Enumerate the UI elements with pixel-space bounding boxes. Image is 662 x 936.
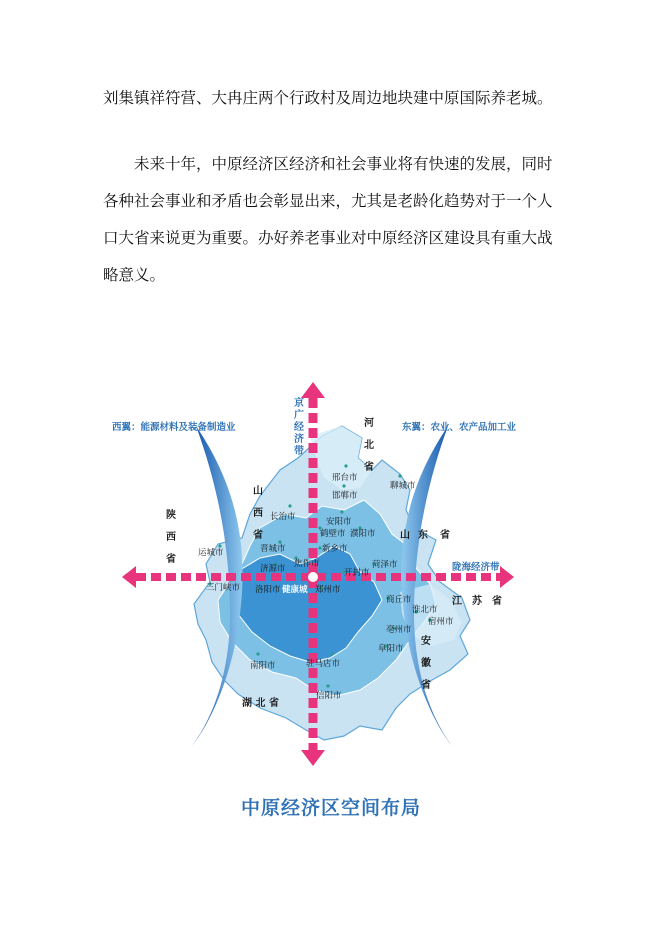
paragraph-line: 略意义。: [103, 266, 166, 284]
paragraph-line: 刘集镇祥符营、大冉庄两个行政村及周边地块建中原国际养老城。: [103, 89, 553, 107]
city-label: 济源市: [260, 564, 286, 574]
province-label: 省: [166, 554, 176, 565]
province-label: 东: [418, 530, 428, 541]
province-label: 省: [440, 530, 450, 541]
province-label: 陕: [166, 510, 176, 521]
paragraph-line: 未来十年，中原经济区经济和社会事业将有快速的发展，同时: [134, 155, 553, 173]
city-label: 安阳市: [326, 517, 352, 527]
central-plains-map: [110, 378, 540, 770]
province-label: 山: [400, 530, 410, 541]
city-label: 邢台市: [332, 473, 358, 483]
city-label: 三门峡市: [206, 583, 241, 593]
axis-vertical-label-char: 经: [294, 422, 304, 433]
city-label: 信阳市: [316, 691, 342, 701]
province-label: 安: [421, 636, 431, 647]
axis-vertical-label-char: 带: [294, 446, 304, 457]
city-label: 菏泽市: [372, 560, 398, 570]
axis-horizontal-label: 陇海经济带: [452, 562, 500, 573]
city-label: 郑州市: [315, 585, 341, 595]
city-label: 阜阳市: [378, 644, 404, 654]
province-label: 省: [253, 530, 263, 541]
center-label: 健康城: [282, 585, 308, 595]
paragraph-line: 各种社会事业和矛盾也会彰显出来，尤其是老龄化趋势对于一个人: [103, 192, 553, 210]
province-label: 湖 北 省: [242, 698, 279, 709]
east-wing-label: 东翼：农业、农产品加工业: [402, 422, 517, 433]
city-label: 商丘市: [386, 595, 412, 605]
province-label: 省: [421, 680, 431, 691]
axis-vertical-label-char: 广: [294, 410, 304, 421]
province-label: 苏: [472, 596, 482, 607]
axis-vertical-label-char: 济: [294, 434, 304, 445]
province-label: 北: [364, 440, 374, 451]
city-label: 鹤壁市: [320, 529, 346, 539]
province-label: 徽: [421, 658, 431, 669]
paragraph-1: [103, 84, 573, 112]
city-label: 聊城市: [390, 481, 416, 491]
city-label: 晋城市: [260, 544, 286, 554]
province-label: 西: [166, 532, 176, 543]
province-label: 河: [364, 418, 374, 429]
province-label: 省: [364, 462, 374, 473]
city-label: 淮北市: [412, 605, 438, 615]
city-label: 开封市: [344, 568, 370, 578]
province-label: 省: [492, 596, 502, 607]
city-label: 南阳市: [250, 661, 276, 671]
city-label: 亳州市: [386, 625, 412, 635]
axis-vertical-label-char: 京: [294, 398, 304, 409]
paragraph-2: [103, 150, 573, 289]
city-label: 洛阳市: [255, 585, 281, 595]
figure-caption: 中原经济区空间布局: [240, 797, 421, 819]
city-label: 运城市: [198, 548, 224, 558]
city-label: 濮阳市: [350, 529, 376, 539]
province-label: 江: [452, 596, 462, 607]
west-wing-label: 西翼：能源材料及装备制造业: [112, 422, 236, 433]
city-label: 宿州市: [428, 617, 454, 627]
city-label: 长治市: [270, 512, 296, 522]
province-label: 西: [253, 508, 263, 519]
center-marker: [307, 571, 319, 583]
city-label: 焦作市: [294, 559, 320, 569]
city-label: 驻马店市: [306, 659, 341, 669]
city-label: 邯郸市: [332, 491, 358, 501]
city-label: 新乡市: [322, 544, 348, 554]
paragraph-line: 口大省来说更为重要。办好养老事业对中原经济区建设具有重大战: [103, 229, 553, 247]
province-label: 山: [253, 486, 263, 497]
